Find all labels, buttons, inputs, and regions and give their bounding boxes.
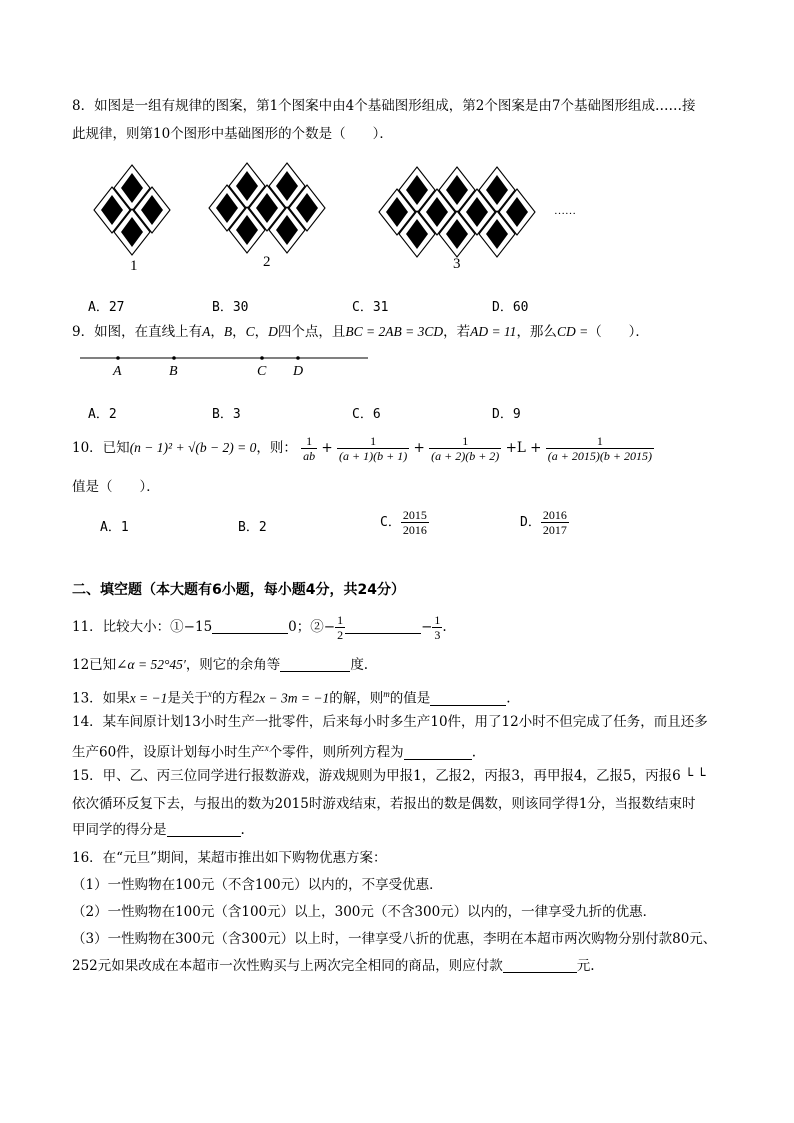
q10-option-c-frac: $\frac{2015}{2016}$ [402,508,427,537]
point-a-dot [116,356,120,360]
q9-end: （ ）． [588,324,649,340]
q9-number-line [78,350,373,380]
q9-suffix: ，那么 [516,324,557,340]
q8-figure [80,160,640,280]
q10-condition: (n − 1)² + √(b − 2) = 0 [129,440,257,455]
q16-line3: （2）一性购物在100元（含100元）以上，300元（不含300元）以内的，一律享受九折的优惠． [72,904,657,920]
q9-option-b[interactable]: B．3 [212,407,241,422]
q12-blank[interactable] [280,657,350,672]
q9-eq2: AD = 11 [470,324,517,339]
q10-dots: +L + [505,440,542,456]
q15-line3: 甲同学的得分是 . [72,822,245,838]
q10-option-d[interactable]: D． $\frac{2016}{2017}$ [520,508,567,537]
pattern-1 [94,165,170,255]
q15-blank[interactable] [167,822,241,837]
q9-eq1: BC = 2AB = 3CD [345,324,444,339]
q15-line1: 15．甲、乙、丙三位同学进行报数游戏，游戏规则为甲报1，乙报2，丙报3，再甲报4，乙报5，丙报6 └ └ [72,768,706,784]
q8-line2: 此规律，则第10个图形中基础图形的个数是（ ）． [72,126,393,142]
fig-label-3: 3 [453,256,461,272]
q9-prefix: 9．如图，在直线上有 [72,324,203,340]
q10-option-d-frac: $\frac{2016}{2017}$ [542,508,567,537]
q10-frac-2: $\frac{1}{(a + 1)(b + 1)}$ [339,434,408,463]
q11-blank-1[interactable] [212,619,288,634]
q16-line1: 16．在“元旦”期间，某超市推出如下购物优惠方案： [72,850,387,866]
q9-point-a: A [202,324,211,339]
q9-mid2: ，若 [443,324,471,340]
q8-option-c[interactable]: C．31 [352,300,389,315]
pattern-3 [379,167,535,257]
q10-option-b[interactable]: B．2 [238,520,267,535]
q10-line2: 值是（ ）． [72,479,160,495]
q15-line2: 依次循环反复下去，与报出的数为2015时游戏结束，若报出的数是偶数，则该同学得1分，当报数结束时 [72,796,696,812]
q10-prefix: 10．已知 [72,440,130,456]
q10-frac-4: $\frac{1}{(a + 2015)(b + 2015)}$ [547,434,652,463]
q12-line: 12已知∠α = 52°45′，则它的余角等 度. [72,657,369,673]
q14-blank[interactable] [404,745,472,760]
q13-blank[interactable] [430,691,506,706]
fig-label-1: 1 [130,258,138,274]
q10-frac-3: $\frac{1}{(a + 2)(b + 2)}$ [431,434,500,463]
q9-line: 9．如图，在直线上有A，B，C，D四个点，且BC = 2AB = 3CD，若AD = 11，那么CD =（ ）． [72,324,649,340]
q9-option-a[interactable]: A．2 [88,407,117,422]
q11-blank-2[interactable] [345,619,421,634]
q9-point-b: B [223,324,233,339]
q9-point-c: C [245,324,255,339]
q9-eq3: CD = [556,324,589,339]
point-d-label: D [293,364,304,379]
q8-option-d[interactable]: D．60 [492,300,529,315]
q9-option-d[interactable]: D．9 [492,407,521,422]
q11-frac-2: $\frac{1}{3}$ [434,613,441,642]
point-c-label: C [257,364,267,379]
q8-line1: 8．如图是一组有规律的图案，第1个图案中由4个基础图形组成，第2个图案是由7个基础图形组成……接 [72,98,696,114]
q8-option-b[interactable]: B．30 [212,300,249,315]
q16-line2: （1）一性购物在100元（不含100元）以内的，不享受优惠． [72,877,443,893]
q8-option-a[interactable]: A．27 [88,300,125,315]
point-a-label: A [113,364,122,379]
q10-option-c[interactable]: C． $\frac{2015}{2016}$ [380,508,427,537]
point-b-label: B [169,364,178,379]
q9-mid: 四个点，且 [277,324,346,340]
point-d-dot [296,356,300,360]
q10-frac-1: $\frac{1}{ab}$ [303,434,316,463]
point-c-dot [260,356,264,360]
q16-blank[interactable] [503,958,577,973]
q9-option-c[interactable]: C．6 [352,407,381,422]
q16-line5: 252元如果改成在本超市一次性购买与上两次完全相同的商品，则应付款 元. [72,958,595,974]
pattern-2 [209,163,325,253]
q10-option-a[interactable]: A．1 [100,520,129,535]
q9-point-d: D [268,324,278,339]
q14-line1: 14．某车间原计划13小时生产一批零件，后来每小时多生产10件，用了12小时不但完成了任务，而且还多 [72,714,708,730]
q14-line2: 生产60件，设原计划每小时生产$^x$个零件，则所列方程为 . [72,743,476,761]
q11-frac-1: $\frac{1}{2}$ [337,613,344,642]
section-heading: 二、填空题（本大题有6小题，每小题4分，共24分） [72,582,405,598]
fig-label-2: 2 [263,254,271,270]
point-b-dot [172,356,176,360]
q13-line: 13．如果x = −1是关于$^x$的方程2x − 3m = −1的解，则$^m$的值是 . [72,689,511,707]
q16-line4: （3）一性购物在300元（含300元）以上时，一律享受八折的优惠，李明在本超市两次购物分别付款80元、 [72,931,717,947]
pattern-ellipsis: …… [554,205,576,217]
q10-then: ，则： [256,440,297,456]
q11-line: 11．比较大小：①−15 0；②− $\frac{1}{2}$ − $\frac{1}{3}$ . [72,613,447,642]
q10-line: 10．已知(n − 1)² + √(b − 2) = 0，则： $\frac{1}{ab}$ + $\frac{1}{(a + 1)(b + 1)}$ + $\frac{1}{(a + 2)(b + 2)}$ +L + $\frac{1}{(a + 2015)(b + 2015)}$ [72,434,652,463]
